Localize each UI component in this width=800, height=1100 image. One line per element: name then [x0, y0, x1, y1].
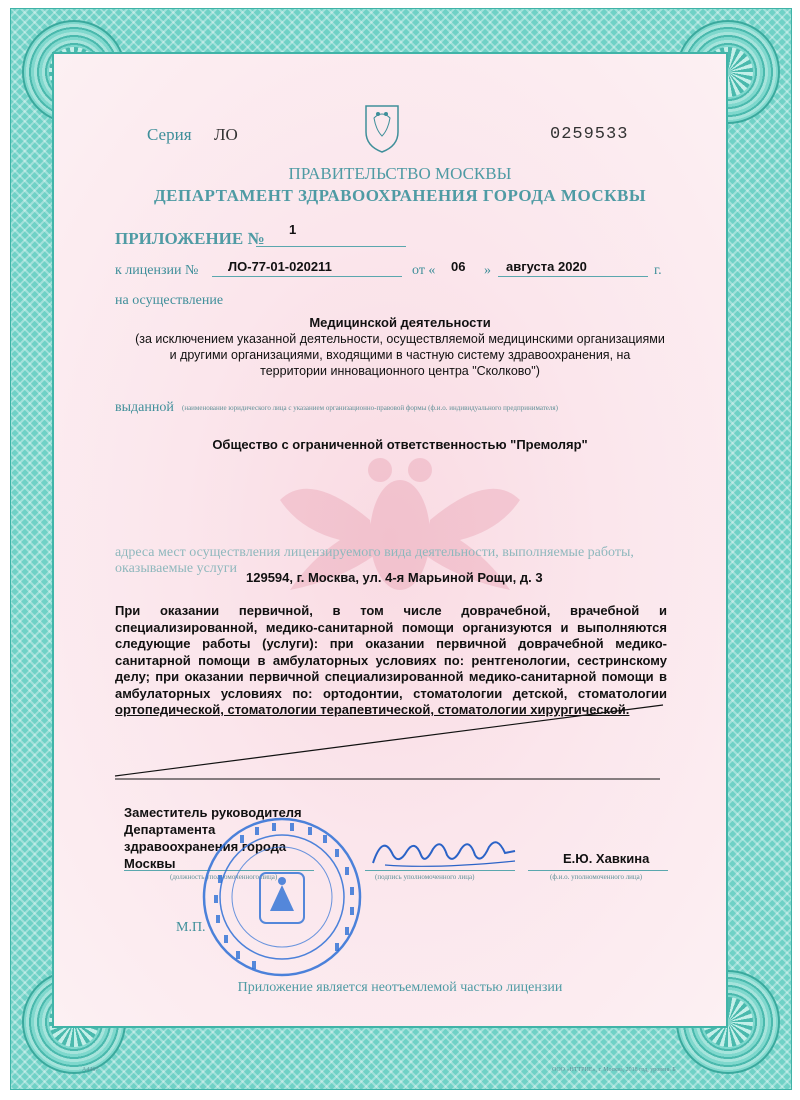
- footer-note: Приложение является неотъемлемой частью лицензии: [237, 980, 563, 995]
- official-seal-stamp: [200, 815, 365, 980]
- address-value: 129594, г. Москва, ул. 4-я Марьиной Рощи, д. 3: [246, 570, 543, 585]
- license-label: к лицензии №: [115, 263, 199, 278]
- license-from-label: от «: [412, 263, 436, 278]
- department-title: ДЕПАРТАМЕНТ ЗДРАВООХРАНЕНИЯ ГОРОДА МОСКВЫ: [153, 186, 647, 205]
- signatory-line-4: Москвы: [124, 856, 176, 871]
- blank-code-left: А4407: [82, 1067, 99, 1073]
- license-day: 06: [451, 259, 466, 274]
- license-number: ЛО-77-01-020211: [228, 259, 332, 274]
- activity-note-line-1: (за исключением указанной деятельности, осуществляемой медицинскими организациями: [135, 332, 665, 346]
- services-line-2: специализированной, медико-санитарной помощи организуются и выполняются: [115, 619, 667, 635]
- printer-code-right: ООО «НТТРИЕ», г. Москва, 2018 год, уровень Б: [552, 1067, 676, 1073]
- signatory-line-2: Департамента: [124, 822, 216, 837]
- name-hint: (ф.и.о. уполномоченного лица): [550, 873, 643, 881]
- activity-note-line-2: и другими организациями, входящими в частную систему здравоохранения, на: [169, 348, 631, 362]
- services-line-5: делу; при оказании первичной специализированной медико-санитарной помощи в: [115, 669, 667, 684]
- issued-label: выданной: [115, 400, 174, 415]
- issued-hint: (наименование юридического лица с указанием организационно-правовой формы (ф.и.о. индивидуального предпринимателя): [182, 404, 558, 412]
- position-hint: (должность уполномоченного лица): [170, 873, 278, 881]
- services-line-3: следующие работы (услуги): при оказании первичной доврачебной медико-: [115, 636, 667, 651]
- signatory-name: Е.Ю. Хавкина: [563, 851, 650, 866]
- series-label: Серия: [147, 125, 192, 144]
- appendix-number: 1: [289, 222, 297, 237]
- handwritten-signature: [365, 825, 525, 875]
- appendix-label: ПРИЛОЖЕНИЕ №: [115, 229, 265, 248]
- license-year-suffix: г.: [654, 263, 662, 278]
- series-value: ЛО: [214, 125, 238, 144]
- signature-hint: (подпись уполномоченного лица): [375, 873, 475, 881]
- seal-place-label: М.П.: [176, 920, 206, 935]
- activity-note-line-3: территории инновационного центра "Сколково"): [260, 364, 540, 378]
- signatory-line-3: здравоохранения города: [124, 839, 287, 854]
- services-line-4: санитарной помощи в амбулаторных условиях по: рентгенологии, сестринскому: [115, 652, 667, 668]
- blank-number: 0259533: [550, 125, 629, 144]
- services-line-6: амбулаторных условиях по: ортодонтии, стоматологии детской, стоматологии: [115, 685, 667, 701]
- license-month-year: августа 2020: [506, 259, 587, 274]
- address-label-line-1: адреса мест осуществления лицензируемого вида деятельности, выполняемые работы,: [115, 545, 634, 560]
- signatory-line-1: Заместитель руководителя: [124, 805, 302, 820]
- activity-title: Медицинской деятельности: [309, 315, 491, 330]
- government-title: ПРАВИТЕЛЬСТВО МОСКВЫ: [288, 164, 512, 183]
- license-day-close: »: [484, 263, 491, 278]
- address-label-line-2: оказываемые услуги: [115, 561, 238, 576]
- services-line-1: При оказании первичной, в том числе доврачебной, врачебной и: [115, 603, 667, 618]
- organization-name: Общество с ограниченной ответственностью "Премоляр": [212, 437, 588, 452]
- activity-label: на осуществление: [115, 293, 224, 308]
- name-underline: [528, 870, 668, 871]
- services-line-7: ортопедической, стоматологии терапевтической, стоматологии хирургической.: [115, 702, 630, 717]
